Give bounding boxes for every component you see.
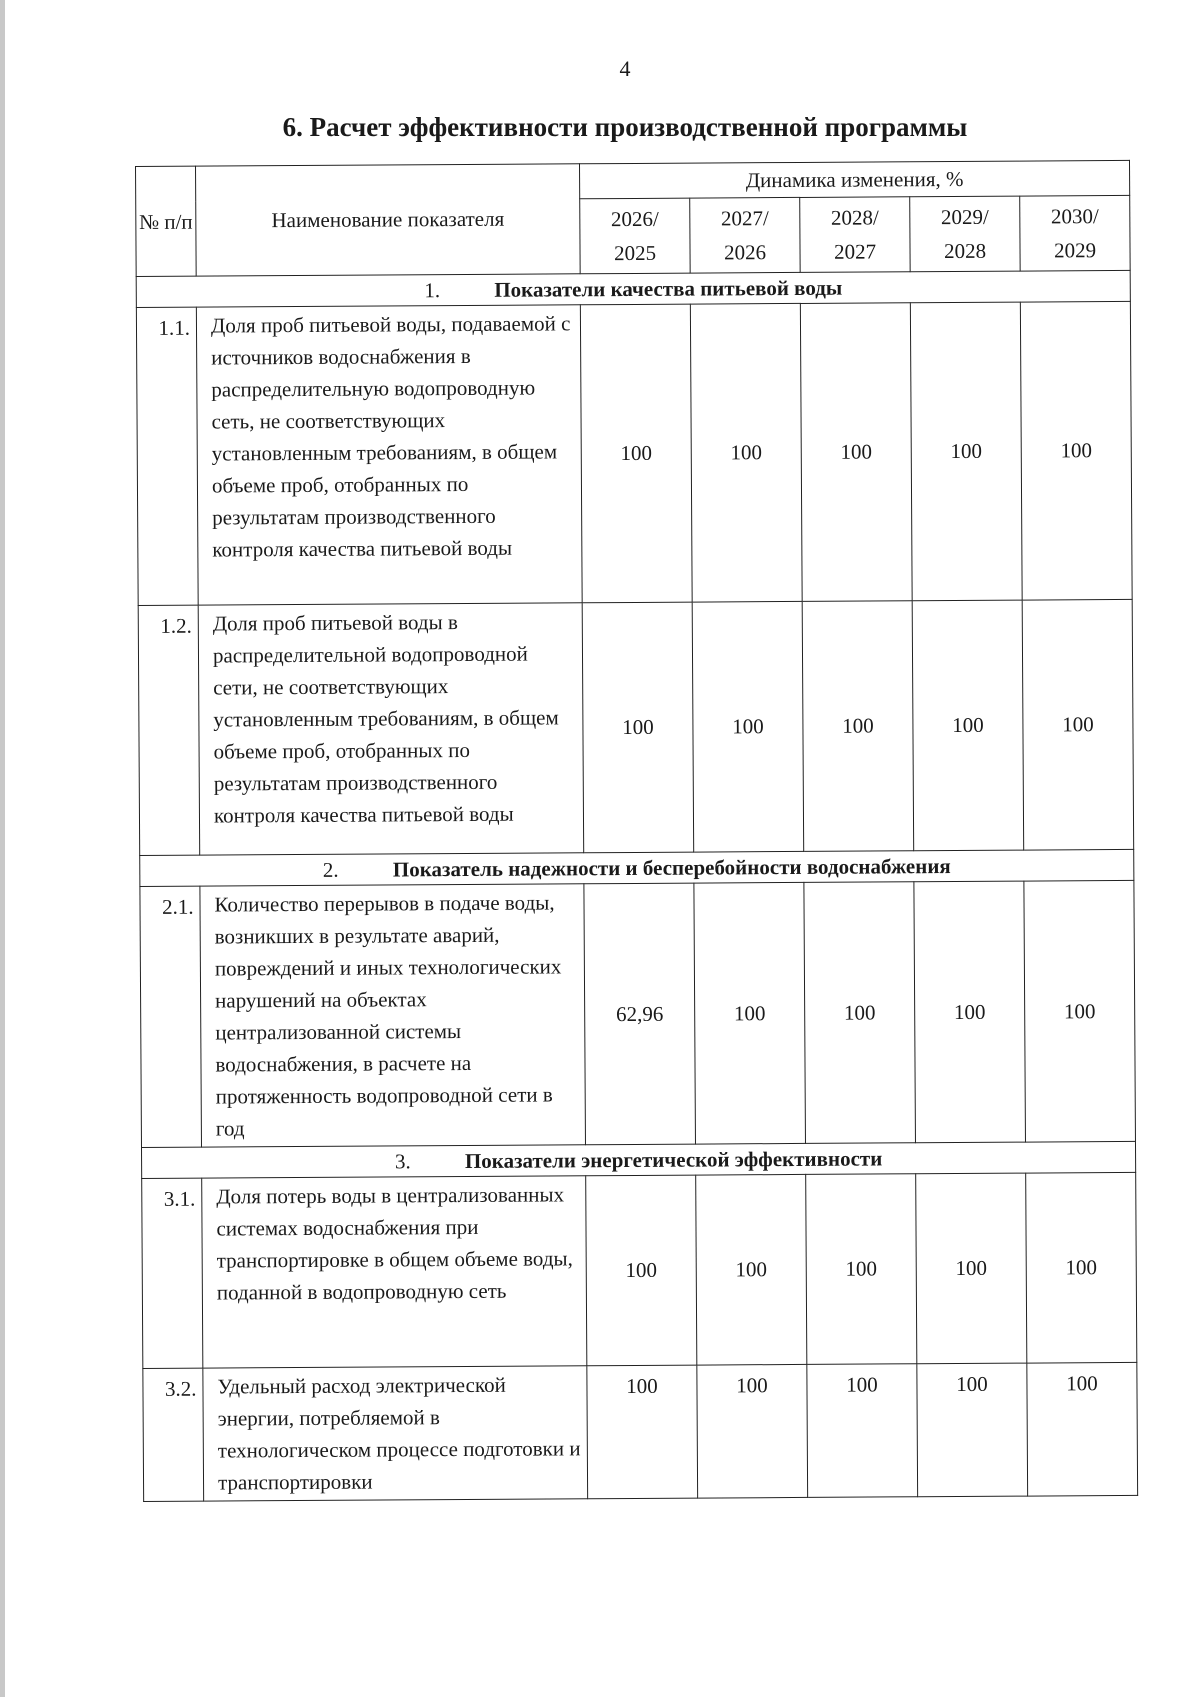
value-cell: 100 [586, 1175, 697, 1366]
section-number: 2. [322, 857, 339, 882]
value-cell: 100 [582, 602, 694, 853]
table-row [136, 301, 1132, 605]
page-title: 6. Расчет эффективности производственной программы [282, 112, 968, 142]
header-row [136, 160, 1130, 201]
value-cell: 100 [804, 882, 916, 1144]
value-cell: 100 [800, 303, 912, 602]
section-title: Показатель надежности и бесперебойности водоснабжения [392, 853, 951, 881]
row-number: 2.1. [140, 886, 202, 1147]
header-year-top: 2028/ [830, 205, 879, 230]
indicator-name: Доля проб питьевой воды в распределительной водопроводной сети, не соответствующих установленным требованиям, в общем объеме проб, отобранных по результатам производственного контроля качества питьевой воды [198, 603, 584, 855]
table-row [142, 1172, 1137, 1368]
row-number: 1.1. [136, 307, 198, 605]
value-cell: 100 [912, 600, 1024, 851]
row-number: 1.2. [138, 605, 200, 855]
header-year-top: 2026/ [610, 206, 659, 232]
header-year-top: 2030/ [1050, 204, 1099, 229]
header-year [580, 198, 690, 274]
value-cell: 100 [1024, 880, 1136, 1142]
value-cell: 100 [916, 1173, 1027, 1364]
table-row [138, 599, 1134, 855]
indicator-name: Количество перерывов в подаче воды, возникших в результате аварий, повреждений и иных технологических нарушений на объектах централизованной системы водоснабжения, в расчете на протяженность водопроводной сети в год [200, 884, 586, 1147]
value-cell: 100 [580, 304, 692, 603]
value-cell: 100 [587, 1365, 698, 1499]
section-title: Показатели качества питьевой воды [494, 275, 843, 302]
value-cell: 100 [694, 882, 806, 1144]
section-number: 1. [424, 277, 441, 302]
value-cell: 100 [1022, 599, 1134, 850]
indicator-name: Доля проб питьевой воды, подаваемой с источников водоснабжения в распределительную водопроводную сеть, не соответствующих установленным требованиям, в общем объеме проб, отобранных по результатам производственного контроля качества питьевой воды [196, 305, 582, 605]
value-cell: 100 [807, 1364, 918, 1498]
value-cell: 100 [696, 1174, 807, 1365]
value-cell: 100 [806, 1174, 917, 1365]
value-cell: 100 [910, 302, 1022, 601]
header-year-bottom: 2027 [833, 239, 877, 264]
value-cell: 62,96 [584, 883, 696, 1145]
value-cell: 100 [1026, 1172, 1137, 1363]
header-year-bottom: 2026 [723, 240, 767, 265]
header-year [690, 197, 800, 273]
value-cell: 100 [914, 881, 1026, 1143]
section-title: Показатели энергетической эффективности [464, 1145, 883, 1173]
value-cell: 100 [690, 303, 802, 602]
indicator-name: Доля потерь воды в централизованных системах водоснабжения при транспортировке в общем объеме воды, поданной в водопроводную сеть [202, 1176, 587, 1368]
header-year [800, 197, 910, 273]
header-year-bottom: 2028 [943, 238, 987, 264]
header-year-top: 2027/ [720, 206, 769, 231]
value-cell: 100 [1020, 301, 1132, 600]
efficiency-table [135, 160, 1138, 1502]
row-number: 3.1. [142, 1178, 203, 1368]
section-number: 3. [394, 1148, 411, 1173]
header-year [1020, 195, 1131, 271]
table-row [140, 880, 1136, 1147]
page-number: 4 [619, 56, 631, 81]
row-number: 3.2. [143, 1368, 204, 1501]
header-dynamics: Динамика изменения, % [579, 160, 1129, 198]
header-year [910, 196, 1020, 272]
value-cell: 100 [802, 601, 914, 852]
header-year-bottom: 2029 [1053, 238, 1097, 263]
value-cell: 100 [697, 1364, 808, 1498]
table-row [143, 1362, 1138, 1501]
header-year-top: 2029/ [940, 204, 989, 230]
scan-edge [0, 0, 5, 1697]
header-name: Наименование показателя [196, 164, 581, 276]
header-num: № п/п [136, 166, 197, 276]
header-year-bottom: 2025 [613, 240, 657, 266]
value-cell: 100 [1027, 1362, 1138, 1496]
value-cell: 100 [917, 1363, 1028, 1497]
value-cell: 100 [692, 601, 804, 852]
indicator-name: Удельный расход электрической энергии, потребляемой в технологическом процессе подготовки и транспортировки [203, 1366, 588, 1501]
